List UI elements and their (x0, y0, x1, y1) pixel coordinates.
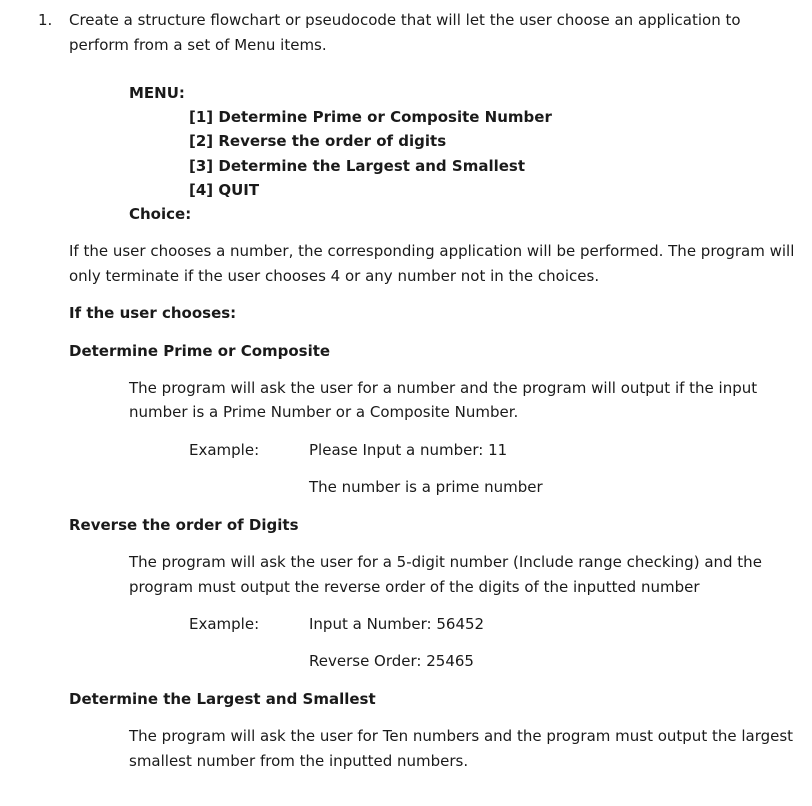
prime-example-label: Example: (189, 441, 260, 459)
reverse-example-line-1: Input a Number: 56452 (309, 615, 485, 633)
reverse-desc-line-1: The program will ask the user for a 5-digit number (Include range checking) and the (129, 553, 762, 571)
list-number: 1. (38, 11, 53, 29)
menu-title: MENU: (129, 84, 185, 102)
menu-choice-label: Choice: (129, 205, 192, 223)
item-text-line-2: perform from a set of Menu items. (69, 36, 327, 54)
if-user-chooses-label: If the user chooses: (69, 304, 237, 322)
menu-option-4: [4] QUIT (189, 181, 260, 199)
prime-example-line-1: Please Input a number: 11 (309, 441, 508, 459)
menu-option-3: [3] Determine the Largest and Smallest (189, 157, 526, 175)
menu-option-2: [2] Reverse the order of digits (189, 132, 447, 150)
prime-heading: Determine Prime or Composite (69, 342, 331, 360)
reverse-example-label: Example: (189, 615, 260, 633)
prime-desc-line-1: The program will ask the user for a number and the program will output if the input (129, 379, 758, 397)
intro-line-2: only terminate if the user chooses 4 or any number not in the choices. (69, 267, 600, 285)
menu-option-1: [1] Determine Prime or Composite Number (189, 108, 552, 126)
largest-desc-line-2: smallest number from the inputted numbers. (129, 752, 469, 770)
largest-desc-line-1: The program will ask the user for Ten numbers and the program must output the largest (129, 727, 794, 745)
reverse-desc-line-2: program must output the reverse order of the digits of the inputted number (129, 578, 700, 596)
prime-desc-line-2: number is a Prime Number or a Composite Number. (129, 403, 519, 421)
item-text-line-1: Create a structure flowchart or pseudocode that will let the user choose an application to (69, 11, 741, 29)
reverse-heading: Reverse the order of Digits (69, 516, 299, 534)
largest-heading: Determine the Largest and Smallest (69, 690, 376, 708)
prime-example-line-2: The number is a prime number (309, 478, 543, 496)
reverse-example-line-2: Reverse Order: 25465 (309, 652, 474, 670)
intro-line-1: If the user chooses a number, the corresponding application will be performed. The program will (69, 242, 795, 260)
